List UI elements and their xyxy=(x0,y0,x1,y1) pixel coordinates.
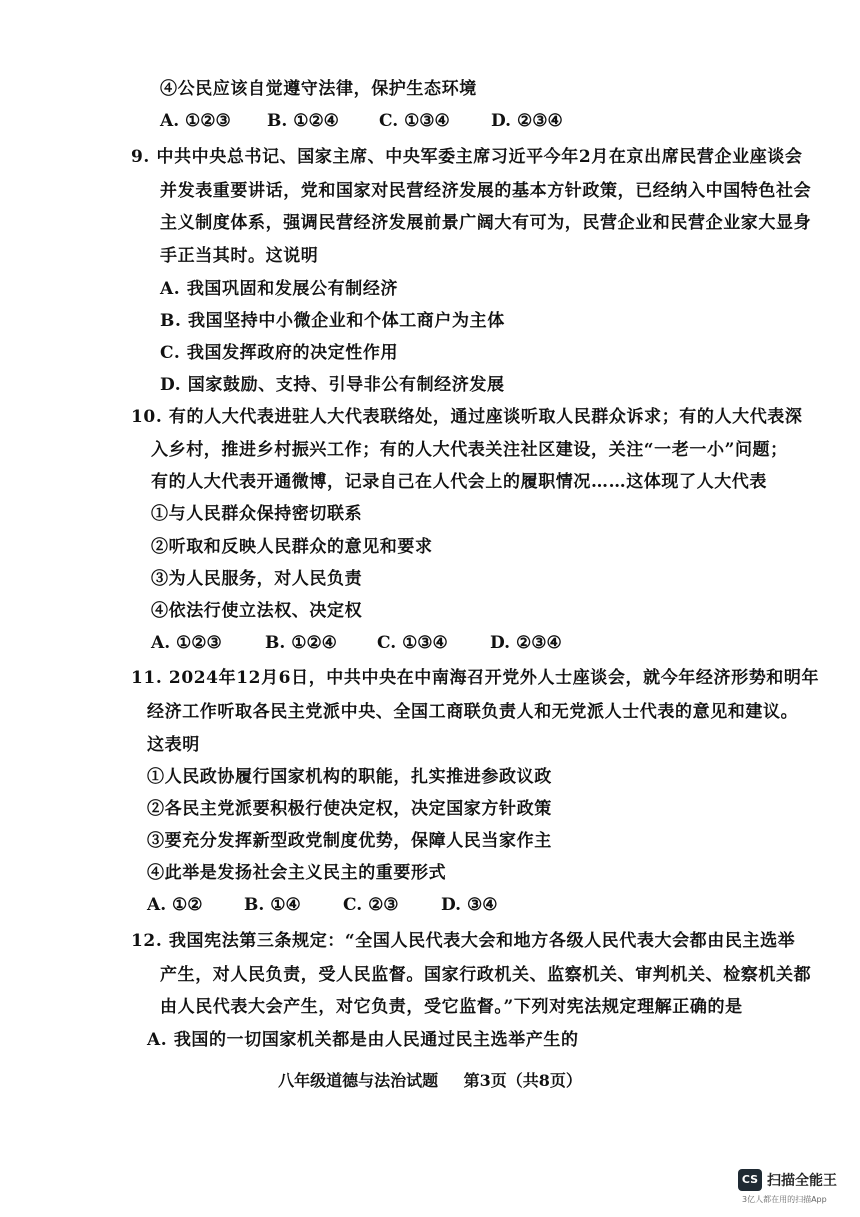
camscanner-logo-icon: CS xyxy=(738,1169,762,1191)
q11-item-4: ④此举是发扬社会主义民主的重要形式 xyxy=(147,863,447,883)
q10-item-3: ③为人民服务，对人民负责 xyxy=(151,569,363,589)
q11-stem-line-3: 这表明 xyxy=(147,735,200,755)
q10-item-1: ①与人民群众保持密切联系 xyxy=(151,504,363,524)
q9-option-d: D. 国家鼓励、支持、引导非公有制经济发展 xyxy=(160,375,505,395)
q9-stem-line-2: 并发表重要讲话，党和国家对民营经济发展的基本方针政策，已经纳入中国特色社会 xyxy=(160,181,812,201)
footer-page-number: 第3页（共8页） xyxy=(463,1071,582,1090)
q11-stem-line-2: 经济工作听取各民主党派中央、全国工商联负责人和无党派人士代表的意见和建议。 xyxy=(147,702,799,722)
q11-option-b: B. ①④ xyxy=(244,895,301,915)
q12-stem-line-3: 由人民代表大会产生，对它负责，受它监督。”下列对宪法规定理解正确的是 xyxy=(160,997,743,1017)
q9-stem-line-1: 9. 中共中央总书记、国家主席、中央军委主席习近平今年2月在京出席民营企业座谈会 xyxy=(131,147,803,167)
q10-option-d: D. ②③④ xyxy=(490,633,562,653)
scanner-watermark xyxy=(738,1167,848,1207)
q8-item-4: ④公民应该自觉遵守法律，保护生态环境 xyxy=(160,79,477,99)
q10-option-a: A. ①②③ xyxy=(151,633,222,653)
footer-exam-title: 八年级道德与法治试题 xyxy=(278,1071,439,1090)
q9-stem-line-4: 手正当其时。这说明 xyxy=(160,246,319,266)
q8-option-c: C. ①③④ xyxy=(379,111,450,131)
q8-option-a: A. ①②③ xyxy=(160,111,231,131)
q11-option-c: C. ②③ xyxy=(343,895,399,915)
q10-stem-line-2: 入乡村，推进乡村振兴工作；有的人大代表关注社区建设，关注“一老一小”问题； xyxy=(151,440,788,460)
watermark-tagline: 3亿人都在用的扫描App xyxy=(742,1195,827,1204)
watermark-app-name: 扫描全能王 xyxy=(767,1173,837,1189)
q8-option-b: B. ①②④ xyxy=(267,111,339,131)
q8-option-d: D. ②③④ xyxy=(491,111,563,131)
q11-option-d: D. ③④ xyxy=(441,895,498,915)
q11-stem-line-1: 11. 2024年12月6日，中共中央在中南海召开党外人士座谈会，就今年经济形势和明年 xyxy=(131,668,820,688)
q11-item-3: ③要充分发挥新型政党制度优势，保障人民当家作主 xyxy=(147,831,552,851)
q12-stem-line-1: 12. 我国宪法第三条规定：“全国人民代表大会和地方各级人民代表大会都由民主选举 xyxy=(131,931,796,951)
page-footer xyxy=(0,1068,860,1091)
q9-option-c: C. 我国发挥政府的决定性作用 xyxy=(160,343,399,363)
q9-option-a: A. 我国巩固和发展公有制经济 xyxy=(160,279,399,299)
q9-option-b: B. 我国坚持中小微企业和个体工商户为主体 xyxy=(160,311,505,331)
q9-stem-line-3: 主义制度体系，强调民营经济发展前景广阔大有可为，民营企业和民营企业家大显身 xyxy=(160,213,812,233)
q10-stem-line-3: 有的人大代表开通微博，记录自己在人代会上的履职情况……这体现了人大代表 xyxy=(151,472,767,492)
q12-option-a: A. 我国的一切国家机关都是由人民通过民主选举产生的 xyxy=(147,1030,579,1050)
q11-option-a: A. ①② xyxy=(147,895,203,915)
q10-item-2: ②听取和反映人民群众的意见和要求 xyxy=(151,537,433,557)
q10-item-4: ④依法行使立法权、决定权 xyxy=(151,601,363,621)
q11-item-2: ②各民主党派要积极行使决定权，决定国家方针政策 xyxy=(147,799,552,819)
q10-option-c: C. ①③④ xyxy=(377,633,448,653)
q10-option-b: B. ①②④ xyxy=(265,633,337,653)
q12-stem-line-2: 产生，对人民负责，受人民监督。国家行政机关、监察机关、审判机关、检察机关都 xyxy=(160,965,812,985)
q11-item-1: ①人民政协履行国家机构的职能，扎实推进参政议政 xyxy=(147,767,552,787)
q10-stem-line-1: 10. 有的人大代表进驻人大代表联络处，通过座谈听取人民群众诉求；有的人大代表深 xyxy=(131,407,803,427)
